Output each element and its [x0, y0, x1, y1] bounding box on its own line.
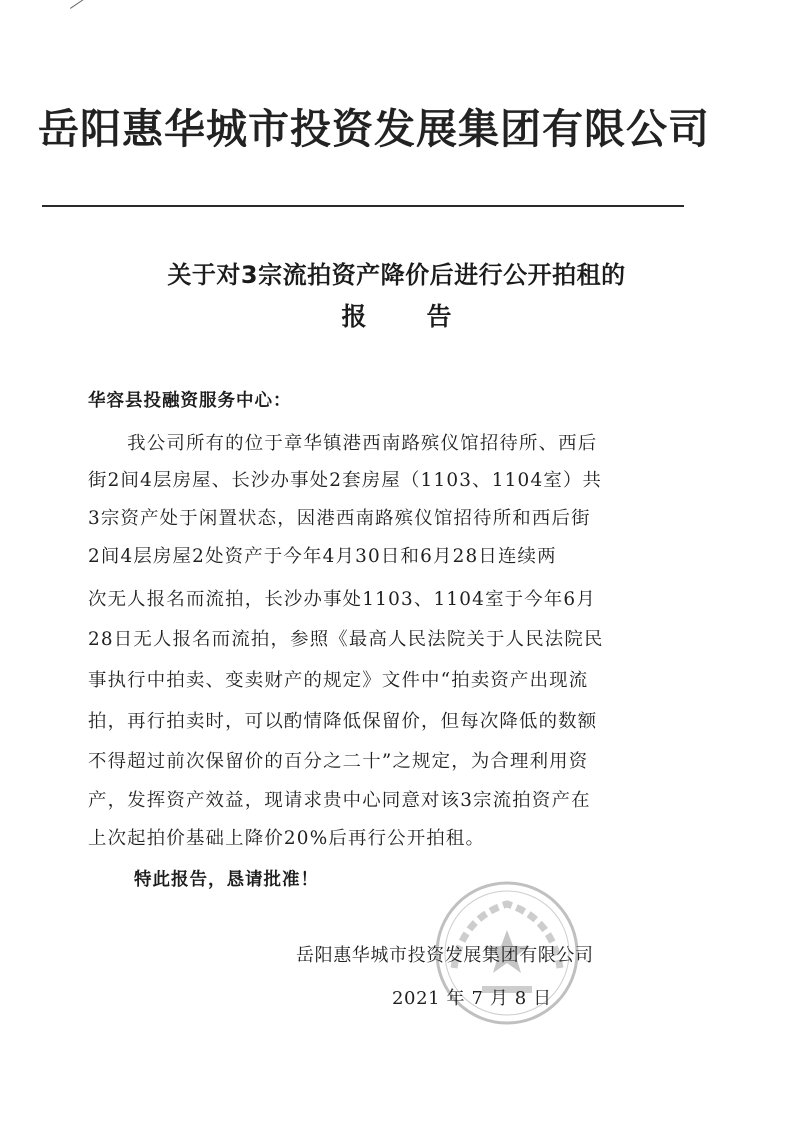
- addressee: 华容县投融资服务中心：: [88, 391, 292, 411]
- body-line: 2间4层房屋2处资产于今年4月30日和6月28日连续两: [88, 546, 557, 567]
- scan-artifact-streak: [70, 0, 170, 9]
- signature-company: 岳阳惠华城市投资发展集团有限公司: [296, 945, 594, 966]
- body-line: 事执行中拍卖、变卖财产的规定》文件中“拍卖资产出现流: [88, 670, 589, 691]
- body-line: 产，发挥资产效益，现请求贵中心同意对该3宗流拍资产在: [88, 790, 591, 811]
- body-line: 拍，再行拍卖时，可以酌情降低保留价，但每次降低的数额: [88, 711, 598, 732]
- body-line: 次无人报名而流拍，长沙办事处1103、1104室于今年6月: [88, 589, 596, 610]
- letterhead-divider: [42, 205, 684, 207]
- body-line: 不得超过前次保留价的百分之二十”之规定，为合理利用资: [88, 751, 589, 772]
- body-line: 28日无人报名而流拍，参照《最高人民法院关于人民法院民: [88, 629, 604, 650]
- letterhead-company-name: 岳阳惠华城市投资发展集团有限公司: [38, 105, 710, 153]
- signature-date: 2021 年 7 月 8 日: [392, 988, 552, 1009]
- body-line: 上次起拍价基础上降价20%后再行公开拍租。: [88, 828, 486, 849]
- body-line: 3宗资产处于闲置状态，因港西南路殡仪馆招待所和西后街: [88, 508, 591, 529]
- document-title-line1: 关于对3宗流拍资产降价后进行公开拍租的: [167, 261, 626, 289]
- document-title-line2: 报告: [341, 302, 512, 331]
- body-line: 我公司所有的位于章华镇港西南路殡仪馆招待所、西后: [88, 433, 598, 454]
- body-line: 街2间4层房屋、长沙办事处2套房屋（1103、1104室）共: [88, 470, 603, 491]
- closing-request: 特此报告，恳请批准！: [134, 870, 319, 890]
